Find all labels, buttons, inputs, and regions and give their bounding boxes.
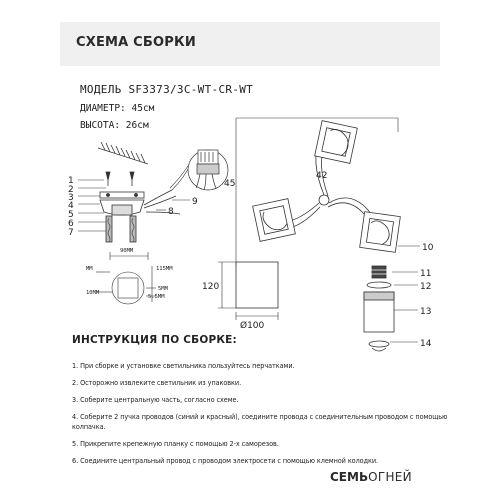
dim-120: 120 bbox=[202, 282, 220, 292]
callout-8: 8 bbox=[168, 207, 174, 217]
brand-part-1: СЕМЬ bbox=[330, 470, 369, 484]
dim-mm: MM bbox=[86, 266, 93, 272]
callout-2: 2 bbox=[68, 185, 74, 195]
height-label: ВЫСОТА: bbox=[80, 120, 121, 131]
dim-5-5mm: 5.5MM bbox=[148, 294, 165, 300]
height-value: 26см bbox=[125, 120, 149, 131]
callout-3: 3 bbox=[68, 193, 74, 203]
mount-rods bbox=[106, 216, 136, 242]
callout-5: 5 bbox=[68, 210, 74, 220]
shade-side-view bbox=[218, 262, 278, 320]
instruction-step: 1. При сборке и установке светильника пользуйтесь перчатками. bbox=[72, 361, 295, 370]
dim-45: 45 bbox=[224, 179, 236, 189]
callout-14: 14 bbox=[420, 339, 432, 349]
callout-7: 7 bbox=[68, 228, 74, 238]
instructions-list bbox=[72, 361, 452, 473]
callout-13: 13 bbox=[420, 307, 432, 317]
dim-42: 42 bbox=[316, 171, 328, 181]
shade-right bbox=[360, 212, 401, 253]
callout-11: 11 bbox=[420, 269, 432, 279]
page-title: СХЕМА СБОРКИ bbox=[76, 35, 196, 50]
instruction-step: 4. Соберите 2 пучка проводов (синий и красный), соедините провода с соединительным проводом с помощью колпачка. bbox=[72, 412, 448, 431]
brand-logo bbox=[330, 470, 412, 484]
callout-12: 12 bbox=[420, 282, 432, 292]
dim-115mm: 115MM bbox=[156, 266, 173, 272]
model-number: МОДЕЛЬ SF3373/3C-WT-CR-WT bbox=[80, 83, 254, 96]
brand-part-2: ОГНЕЙ bbox=[368, 470, 412, 484]
instruction-step: 2. Осторожно извлеките светильник из упаковки. bbox=[72, 378, 242, 387]
callout-numbers-left bbox=[68, 176, 74, 238]
callout-6: 6 bbox=[68, 219, 74, 229]
shade-top bbox=[315, 121, 358, 164]
instruction-step: 5. Прикрепите крепежную планку с помощью 2-х саморезов. bbox=[72, 439, 279, 448]
connector-detail bbox=[188, 150, 228, 190]
mount-assembly bbox=[98, 142, 192, 242]
plate-dimensions bbox=[96, 252, 156, 304]
instruction-step: 3. Соберите центральную часть, согласно схеме. bbox=[72, 395, 239, 404]
socket-icon bbox=[372, 266, 386, 278]
callout-9: 9 bbox=[192, 197, 198, 207]
dim-5mm: 5MM bbox=[158, 286, 168, 292]
dim-10mm: 10MM bbox=[86, 290, 100, 296]
diameter-value: 45см bbox=[131, 103, 155, 114]
screw-icon bbox=[106, 172, 134, 186]
ceiling-hatch-icon bbox=[98, 142, 148, 164]
instruction-step: 6. Соедините центральный провод с проводом электросети с помощью клемной колодки. bbox=[72, 456, 378, 465]
dim-90mm: 90MM bbox=[120, 248, 134, 254]
fixture-top-view bbox=[236, 118, 420, 266]
callout-10: 10 bbox=[422, 243, 434, 253]
diameter-label: ДИАМЕТР: bbox=[80, 103, 126, 114]
callout-4: 4 bbox=[68, 201, 74, 211]
instructions-heading: ИНСТРУКЦИЯ ПО СБОРКЕ: bbox=[72, 334, 237, 346]
shade-left bbox=[253, 199, 296, 242]
callout-1: 1 bbox=[68, 176, 74, 186]
dim-diameter-100: Ø100 bbox=[240, 321, 265, 331]
socket-exploded bbox=[364, 266, 418, 351]
